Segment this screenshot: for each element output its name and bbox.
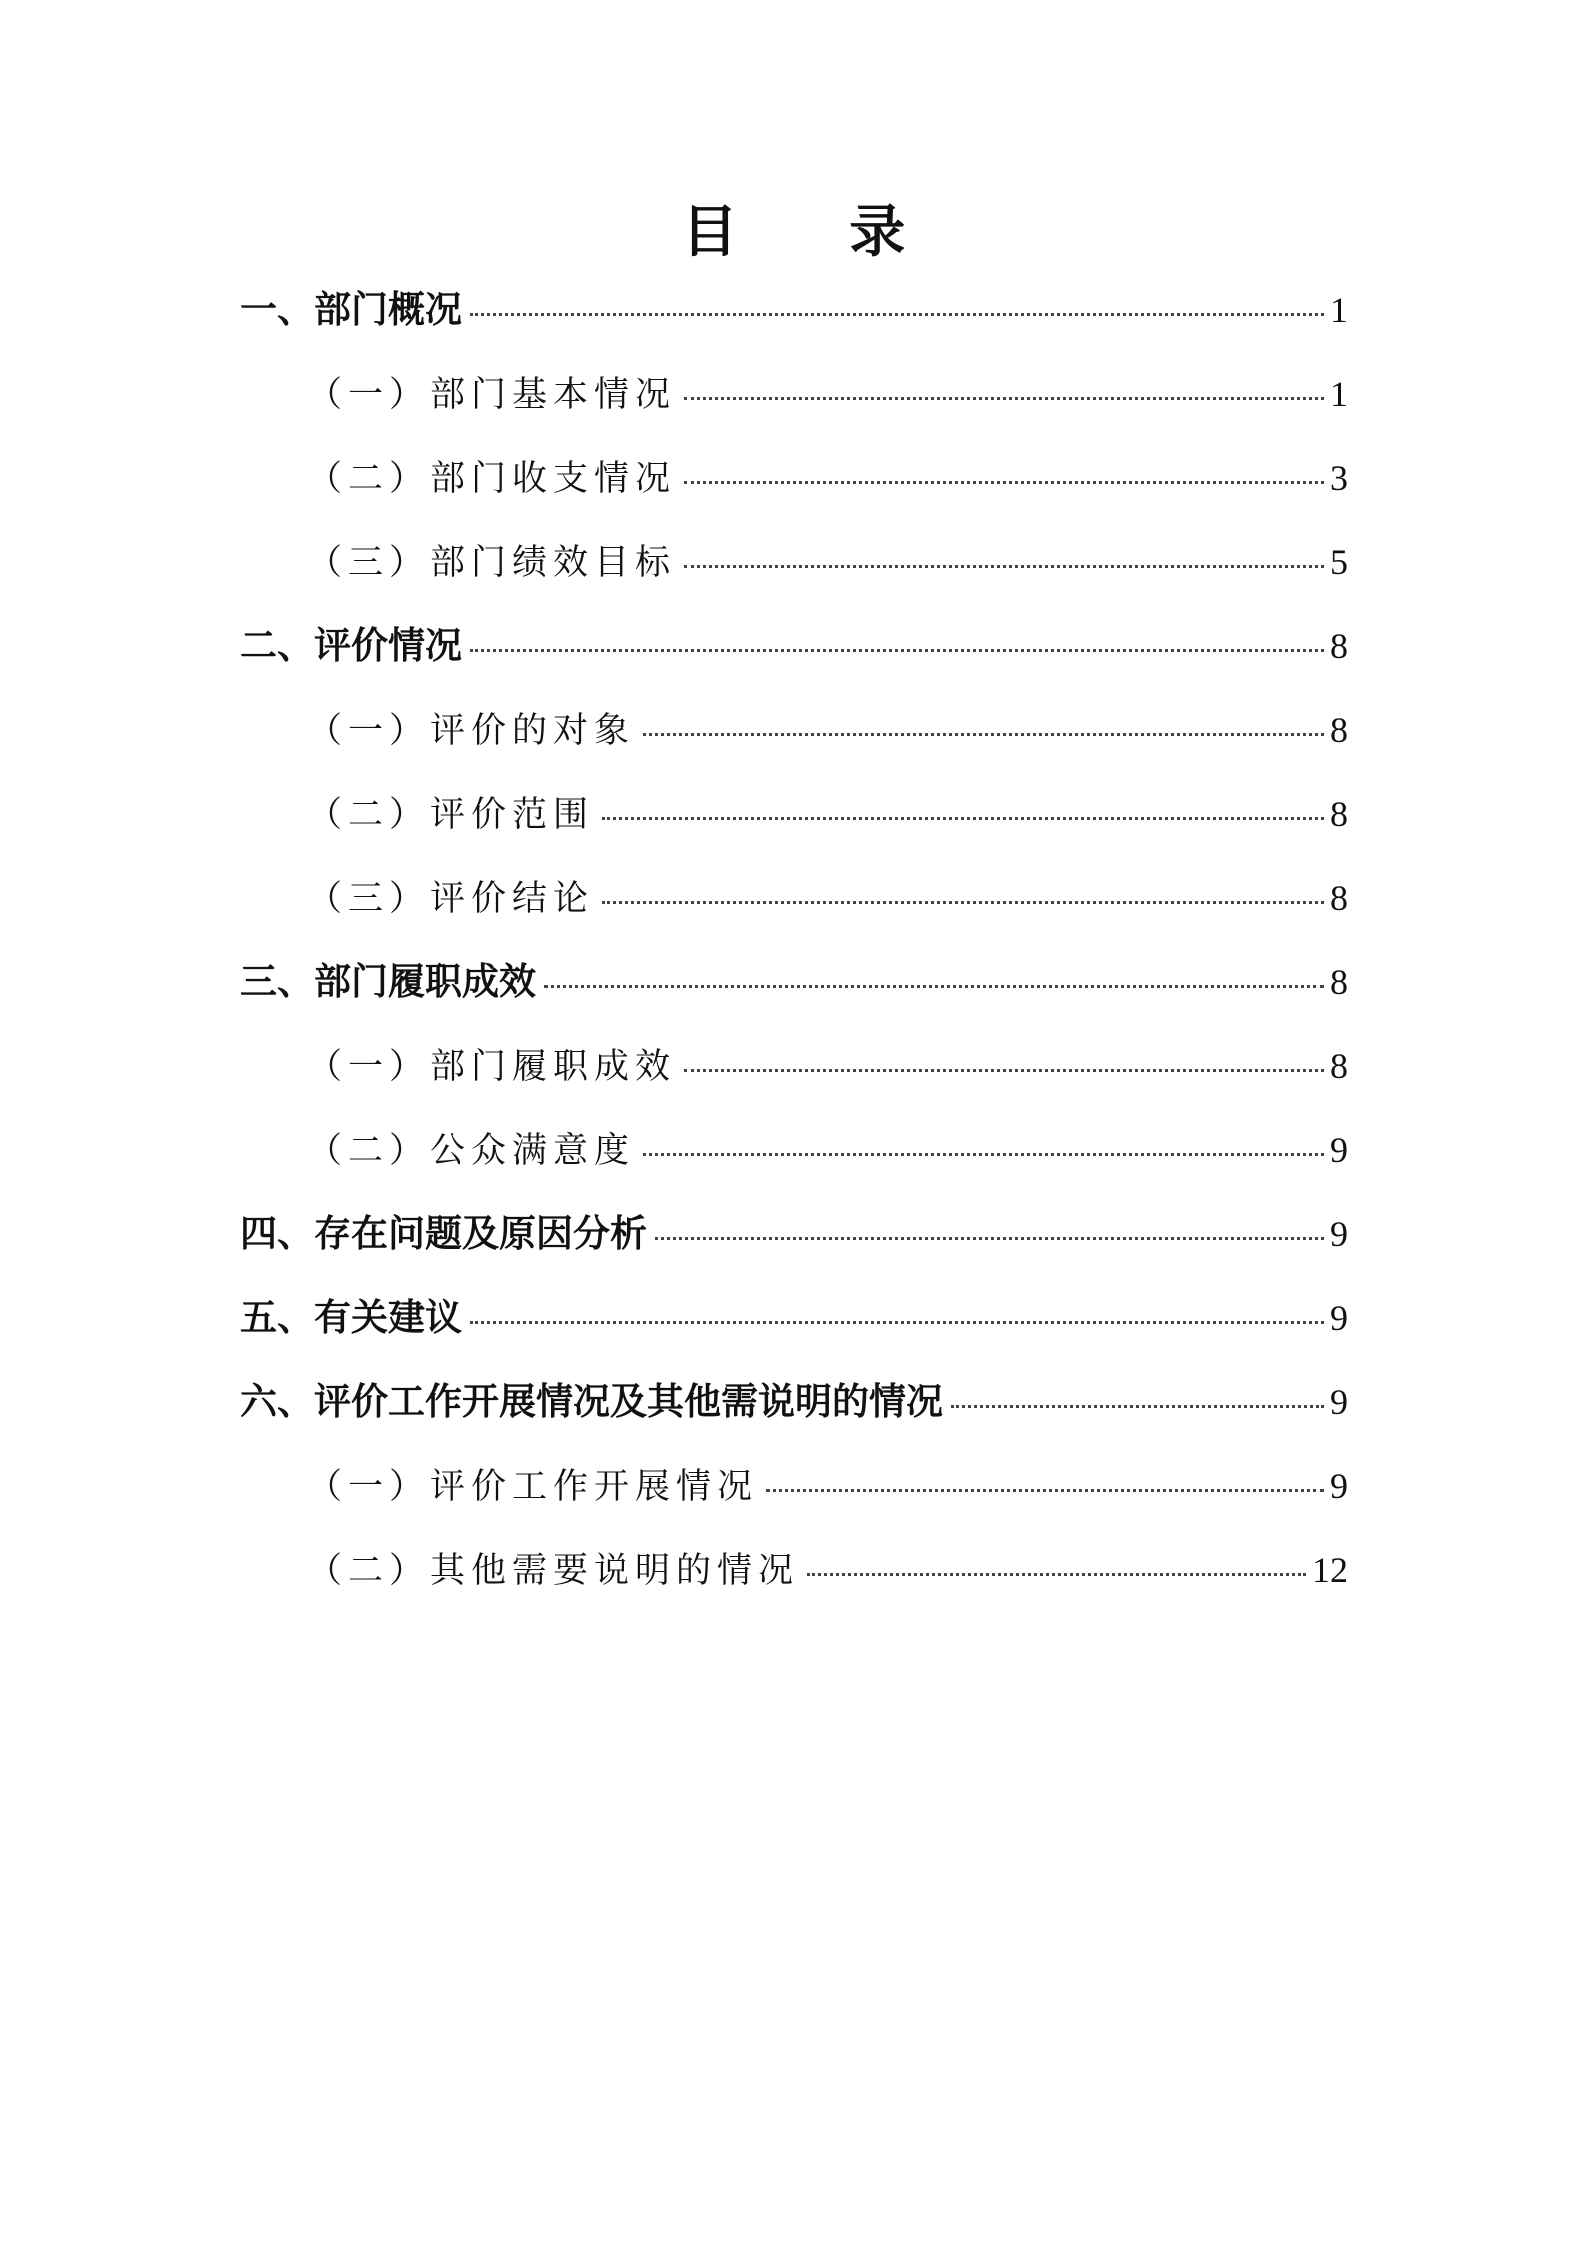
toc-dot-leader bbox=[544, 985, 1324, 988]
toc-page-number: 8 bbox=[1330, 794, 1348, 834]
toc-entry-title: （三）评价结论 bbox=[307, 879, 595, 919]
toc-dot-leader bbox=[951, 1405, 1324, 1408]
toc-section-entry[interactable] bbox=[240, 1372, 1348, 1432]
toc-page-number: 1 bbox=[1330, 290, 1348, 330]
toc-section-entry[interactable] bbox=[240, 280, 1348, 340]
toc-subsection-entry[interactable] bbox=[307, 532, 1348, 592]
toc-section-entry[interactable] bbox=[240, 1288, 1348, 1348]
toc-entry-title: （二）公众满意度 bbox=[307, 1131, 636, 1171]
toc-section-entry[interactable] bbox=[240, 952, 1348, 1012]
toc-entry-title: 二、评价情况 bbox=[240, 624, 462, 667]
toc-dot-leader bbox=[602, 817, 1324, 820]
toc-entry-title: （二）评价范围 bbox=[307, 795, 595, 835]
toc-subsection-entry[interactable] bbox=[307, 1036, 1348, 1096]
toc-dot-leader bbox=[602, 901, 1324, 904]
toc-dot-leader bbox=[684, 397, 1324, 400]
toc-subsection-entry[interactable] bbox=[307, 784, 1348, 844]
toc-entry-title: 三、部门履职成效 bbox=[240, 960, 536, 1003]
toc-page-number: 8 bbox=[1330, 626, 1348, 666]
toc-page-number: 9 bbox=[1330, 1130, 1348, 1170]
toc-entry-title: 四、存在问题及原因分析 bbox=[240, 1212, 647, 1255]
toc-entry-title: （一）评价工作开展情况 bbox=[307, 1467, 759, 1507]
toc-dot-leader bbox=[470, 313, 1324, 316]
toc-subsection-entry[interactable] bbox=[307, 448, 1348, 508]
toc-dot-leader bbox=[807, 1573, 1306, 1576]
toc-entry-title: （一）部门基本情况 bbox=[307, 375, 677, 415]
toc-entry-title: 五、有关建议 bbox=[240, 1296, 462, 1339]
toc-title: 目 录 bbox=[681, 200, 952, 265]
toc-dot-leader bbox=[470, 1321, 1324, 1324]
toc-page-number: 5 bbox=[1330, 542, 1348, 582]
toc-subsection-entry[interactable] bbox=[307, 1540, 1348, 1600]
toc-entry-title: （二）部门收支情况 bbox=[307, 459, 677, 499]
toc-entry-title: （一）部门履职成效 bbox=[307, 1047, 677, 1087]
toc-entry-title: （一）评价的对象 bbox=[307, 711, 636, 751]
toc-page-number: 9 bbox=[1330, 1466, 1348, 1506]
toc-dot-leader bbox=[684, 1069, 1324, 1072]
toc-subsection-entry[interactable] bbox=[307, 1456, 1348, 1516]
toc-page-number: 8 bbox=[1330, 878, 1348, 918]
toc-page-number: 8 bbox=[1330, 1046, 1348, 1086]
toc-subsection-entry[interactable] bbox=[307, 1120, 1348, 1180]
toc-page-number: 8 bbox=[1330, 710, 1348, 750]
toc-dot-leader bbox=[643, 733, 1324, 736]
toc-dot-leader bbox=[470, 649, 1324, 652]
toc-section-entry[interactable] bbox=[240, 616, 1348, 676]
toc-page-number: 8 bbox=[1330, 962, 1348, 1002]
toc-page-number: 3 bbox=[1330, 458, 1348, 498]
toc-page-number: 9 bbox=[1330, 1214, 1348, 1254]
toc-dot-leader bbox=[766, 1489, 1324, 1492]
toc-dot-leader bbox=[643, 1153, 1324, 1156]
toc-page-number: 1 bbox=[1330, 374, 1348, 414]
toc-entry-title: （三）部门绩效目标 bbox=[307, 543, 677, 583]
toc-subsection-entry[interactable] bbox=[307, 868, 1348, 928]
toc-subsection-entry[interactable] bbox=[307, 700, 1348, 760]
toc-page-number: 9 bbox=[1330, 1298, 1348, 1338]
toc-dot-leader bbox=[684, 565, 1324, 568]
toc-entry-title: 六、评价工作开展情况及其他需说明的情况 bbox=[240, 1380, 943, 1423]
toc-section-entry[interactable] bbox=[240, 1204, 1348, 1264]
toc-dot-leader bbox=[655, 1237, 1324, 1240]
toc-dot-leader bbox=[684, 481, 1324, 484]
toc-subsection-entry[interactable] bbox=[307, 364, 1348, 424]
toc-entry-title: （二）其他需要说明的情况 bbox=[307, 1551, 800, 1591]
toc-page-number: 12 bbox=[1312, 1550, 1348, 1590]
toc-page-number: 9 bbox=[1330, 1382, 1348, 1422]
toc-entry-title: 一、部门概况 bbox=[240, 288, 462, 331]
